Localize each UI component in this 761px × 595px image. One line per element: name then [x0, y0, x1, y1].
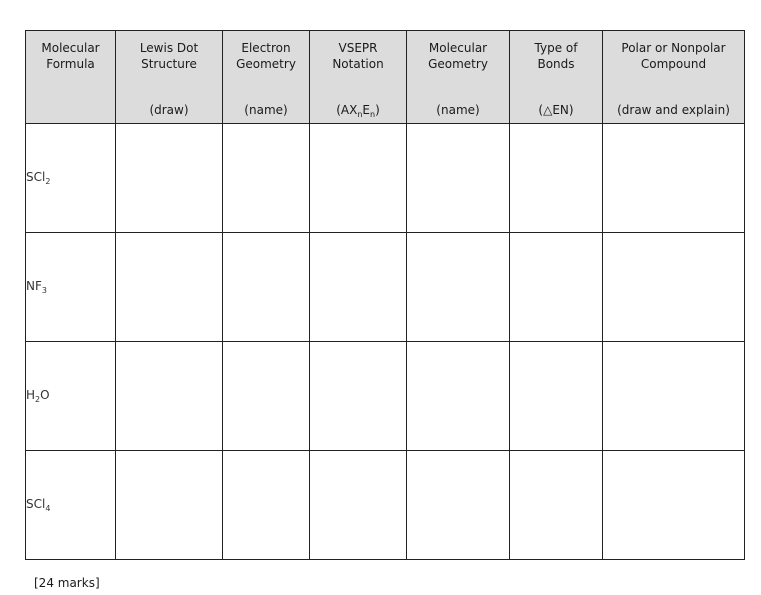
lewis-dot-answer-cell[interactable]: [116, 451, 223, 560]
header-row: [26, 31, 745, 124]
vsepr-prefix: (AX: [336, 103, 358, 117]
polarity-answer-cell[interactable]: [603, 451, 745, 560]
type-of-bonds-answer-cell[interactable]: [510, 451, 603, 560]
molecular-geometry-answer-cell[interactable]: [407, 124, 510, 233]
header-type-of-bonds: [510, 31, 603, 124]
formula-main: SCl: [26, 170, 46, 184]
vsepr-middle: E: [362, 103, 371, 117]
formula-main: NF: [26, 279, 42, 293]
vsepr-suffix: ): [375, 103, 380, 117]
header-subtitle: (name): [244, 103, 288, 117]
header-title-line2: Compound: [640, 57, 707, 71]
lewis-dot-answer-cell[interactable]: [116, 342, 223, 451]
header-subtitle: (draw): [149, 103, 189, 117]
vsepr-notation-answer-cell[interactable]: [310, 342, 407, 451]
electron-geometry-answer-cell[interactable]: [223, 342, 310, 451]
vsepr-notation-answer-cell[interactable]: [310, 124, 407, 233]
type-of-bonds-answer-cell[interactable]: [510, 233, 603, 342]
table-row: [26, 233, 745, 342]
header-subtitle: (draw and explain): [617, 103, 730, 117]
formula-subscript: 4: [45, 504, 51, 513]
electron-geometry-answer-cell[interactable]: [223, 451, 310, 560]
header-electron-geometry: [223, 31, 310, 124]
formula-tail: O: [40, 388, 50, 402]
table-row: [26, 124, 745, 233]
header-title-line1: Electron: [241, 41, 291, 55]
table-row: [26, 342, 745, 451]
formula-subscript: 2: [35, 395, 41, 404]
lewis-dot-answer-cell[interactable]: [116, 124, 223, 233]
molecular-formula-cell: [26, 124, 116, 233]
vsepr-subscript-n: n: [370, 110, 376, 119]
header-title-line2: Bonds: [537, 57, 575, 71]
header-molecular-geometry: [407, 31, 510, 124]
molecular-formula-cell: [26, 342, 116, 451]
polarity-answer-cell[interactable]: [603, 342, 745, 451]
table-row: [26, 451, 745, 560]
molecular-geometry-answer-cell[interactable]: [407, 451, 510, 560]
header-title-line1: Lewis Dot: [139, 41, 199, 55]
formula-main: SCl: [26, 497, 46, 511]
header-title-line2: Structure: [141, 57, 197, 71]
type-of-bonds-answer-cell[interactable]: [510, 124, 603, 233]
vsepr-subscript-n: n: [357, 110, 363, 119]
header-polar-or-nonpolar: [603, 31, 745, 124]
type-of-bonds-answer-cell[interactable]: [510, 342, 603, 451]
polarity-answer-cell[interactable]: [603, 233, 745, 342]
formula-subscript: 3: [41, 286, 47, 295]
header-title-line1: Molecular: [428, 41, 488, 55]
header-title-line1: Molecular: [41, 41, 100, 55]
vsepr-notation-answer-cell[interactable]: [310, 451, 407, 560]
vsepr-worksheet-table: [25, 30, 745, 560]
molecular-formula-cell: [26, 233, 116, 342]
header-title-line2: Notation: [332, 57, 384, 71]
header-title-line1: Polar or Nonpolar: [621, 41, 726, 55]
formula-main: H: [26, 388, 36, 402]
header-subtitle: [310, 103, 406, 122]
formula-subscript: 2: [45, 177, 51, 186]
total-marks-label: [24 marks]: [34, 576, 100, 590]
header-title-line2: Formula: [46, 57, 95, 71]
header-lewis-dot-structure: [116, 31, 223, 124]
electron-geometry-answer-cell[interactable]: [223, 233, 310, 342]
polarity-answer-cell[interactable]: [603, 124, 745, 233]
molecular-geometry-answer-cell[interactable]: [407, 342, 510, 451]
header-title-line1: Type of: [534, 41, 578, 55]
molecular-geometry-answer-cell[interactable]: [407, 233, 510, 342]
header-subtitle: (name): [436, 103, 480, 117]
molecular-formula-cell: [26, 451, 116, 560]
header-title-line1: VSEPR: [338, 41, 378, 55]
header-vsepr-notation: [310, 31, 407, 124]
header-title-line2: Geometry: [428, 57, 488, 71]
header-molecular-formula: [26, 31, 116, 124]
header-subtitle: (△EN): [538, 103, 574, 117]
header-title-line2: Geometry: [236, 57, 296, 71]
lewis-dot-answer-cell[interactable]: [116, 233, 223, 342]
vsepr-notation-answer-cell[interactable]: [310, 233, 407, 342]
electron-geometry-answer-cell[interactable]: [223, 124, 310, 233]
